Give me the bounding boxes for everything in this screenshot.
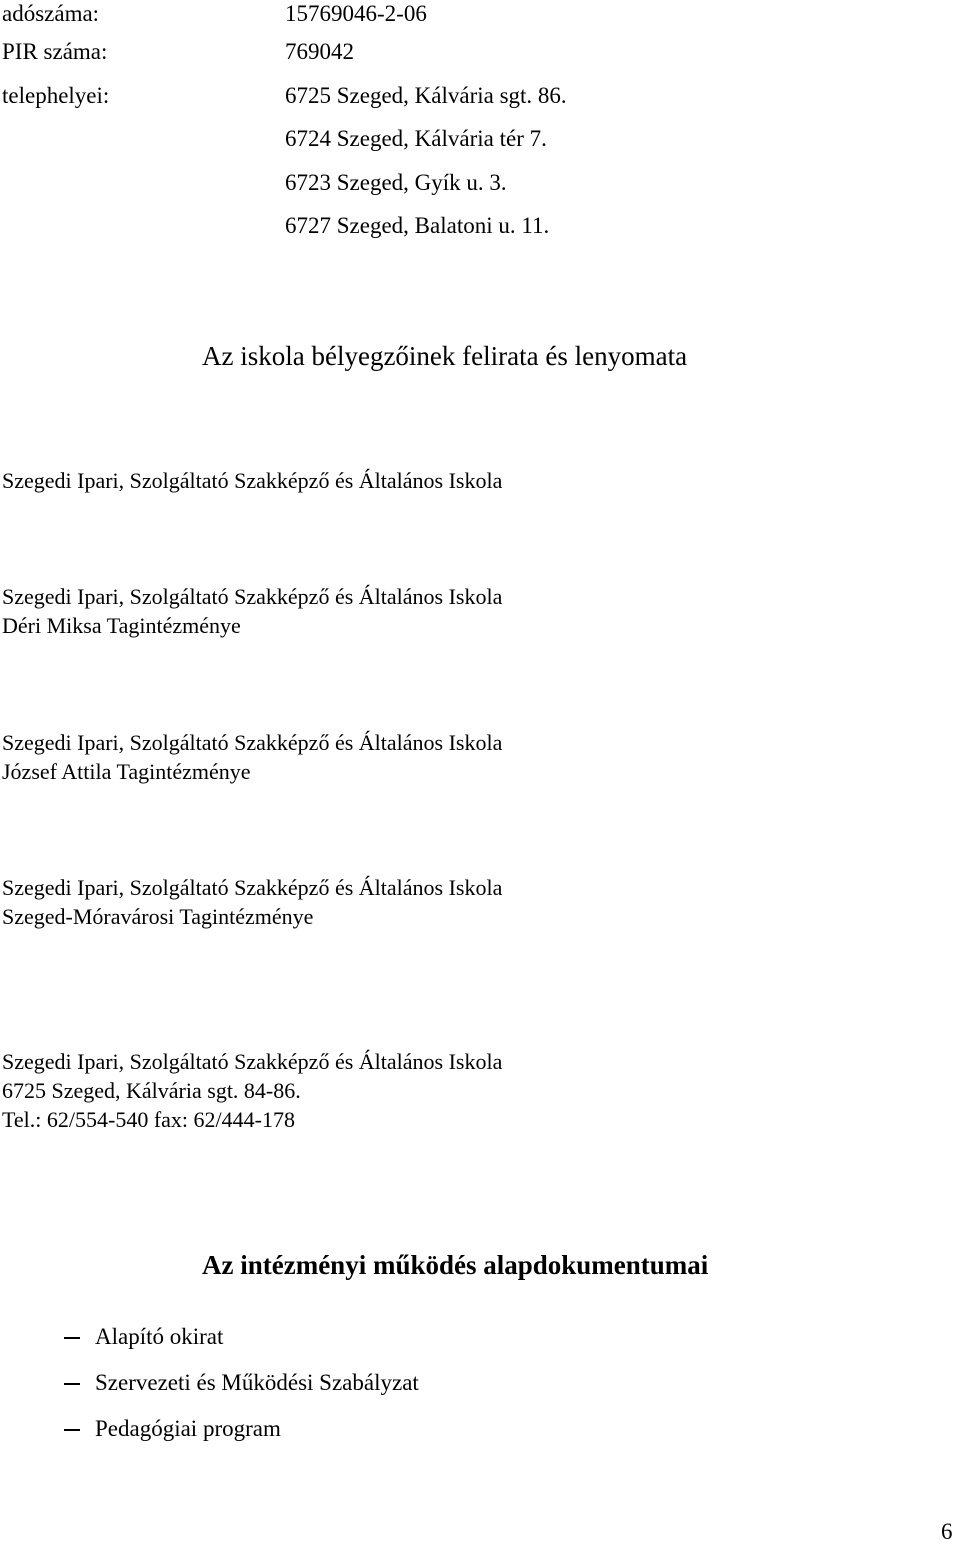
info-value: 6724 Szeged, Kálvária tér 7.: [285, 126, 547, 151]
info-label: PIR száma:: [2, 39, 108, 64]
page-number: 6: [941, 1519, 953, 1544]
docs-heading: Az intézményi működés alapdokumentumai: [202, 1250, 709, 1280]
stamp-line: Tel.: 62/554-540 fax: 62/444-178: [2, 1107, 295, 1132]
stamp-line: Szegedi Ipari, Szolgáltató Szakképző és Általános Iskola: [2, 875, 503, 900]
info-label: adószáma:: [2, 1, 100, 26]
stamp-line: Szegedi Ipari, Szolgáltató Szakképző és Általános Iskola: [2, 1049, 503, 1074]
stamp-block: [2, 582, 502, 640]
stamp-line: Déri Miksa Tagintézménye: [2, 613, 241, 638]
info-value: 6725 Szeged, Kálvária sgt. 86.: [285, 83, 567, 108]
stamps-heading: Az iskola bélyegzőinek felirata és lenyomata: [202, 341, 688, 371]
info-value: 15769046-2-06: [285, 1, 427, 26]
stamp-line: József Attila Tagintézménye: [2, 759, 251, 784]
dash-bullet-icon: [64, 1429, 80, 1431]
doc-label: Pedagógiai program: [95, 1416, 281, 1441]
stamp-line: Szegedi Ipari, Szolgáltató Szakképző és Általános Iskola: [2, 730, 503, 755]
info-value: 6727 Szeged, Balatoni u. 11.: [285, 213, 550, 238]
dash-bullet-icon: [64, 1383, 80, 1385]
stamp-block: [2, 728, 502, 786]
info-label: telephelyei:: [2, 83, 110, 108]
stamp-line: Szegedi Ipari, Szolgáltató Szakképző és Általános Iskola: [2, 584, 503, 609]
doc-label: Alapító okirat: [95, 1324, 224, 1349]
stamp-line: Szeged-Móravárosi Tagintézménye: [2, 904, 314, 929]
stamp-block: [2, 1047, 502, 1134]
dash-bullet-icon: [64, 1337, 80, 1339]
info-value: 769042: [285, 39, 354, 64]
info-value: 6723 Szeged, Gyík u. 3.: [285, 170, 507, 195]
stamp-line: 6725 Szeged, Kálvária sgt. 84-86.: [2, 1078, 301, 1103]
stamp-block: [2, 873, 502, 931]
stamp-block: [2, 466, 502, 495]
stamp-line: Szegedi Ipari, Szolgáltató Szakképző és Általános Iskola: [2, 468, 503, 493]
doc-label: Szervezeti és Működési Szabályzat: [95, 1370, 419, 1395]
